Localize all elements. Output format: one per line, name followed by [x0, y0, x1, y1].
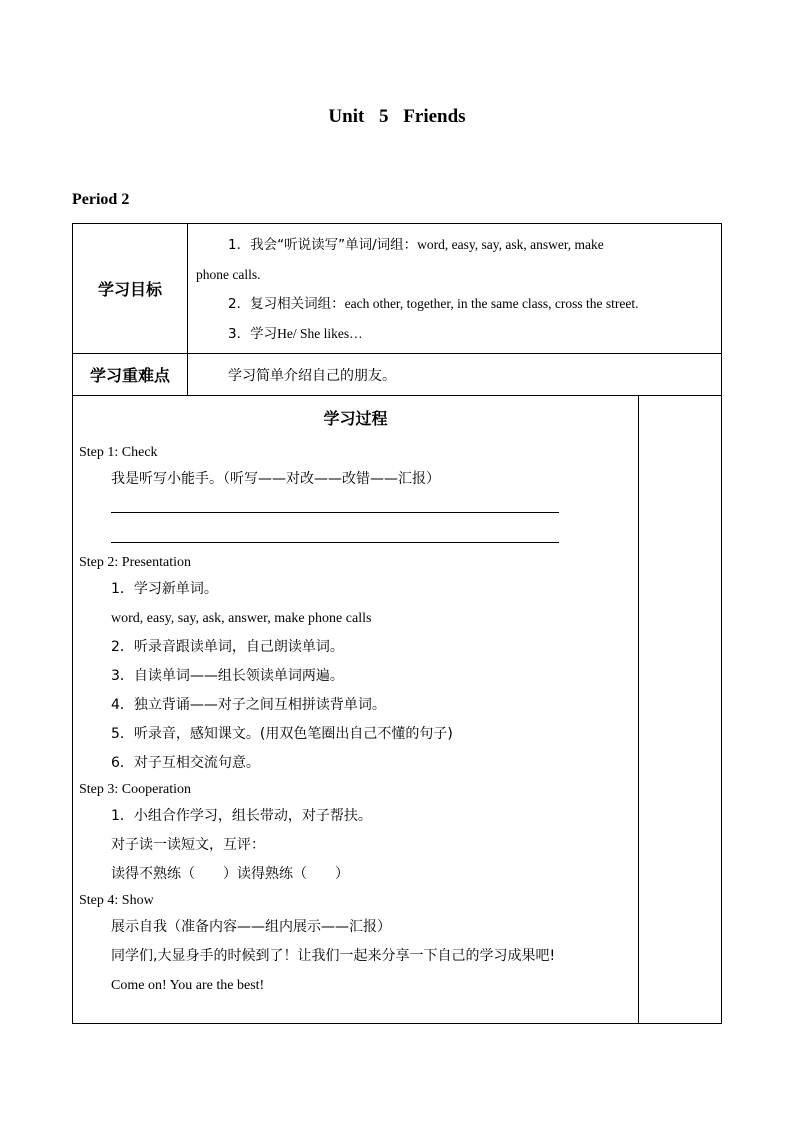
goals-content [188, 224, 722, 354]
goal-line-1 [196, 230, 713, 260]
step-3-item-1: 1．小组合作学习，组长带动，对子帮扶。 [111, 808, 372, 824]
goal-2-en: each other, together, in the same class, cross the street. [344, 296, 639, 311]
step-2-item-6: 6．对子互相交流句意。 [111, 755, 260, 771]
goal-1-en: word, easy, say, ask, answer, make [417, 237, 604, 252]
difficulty-text: 学习简单介绍自己的朋友。 [188, 354, 722, 396]
goal-line-2 [196, 289, 713, 319]
notes-column [639, 396, 722, 1024]
process-title: 学习过程 [323, 409, 388, 428]
step-2-item-4: 4．独立背诵——对子之间互相拼读背单词。 [111, 697, 386, 713]
step-1-text: 我是听写小能手。（听写——对改——改错——汇报） [111, 471, 440, 487]
goal-3-en: He/ She likes… [277, 326, 363, 341]
goal-line-1-cont: phone calls. [196, 267, 261, 282]
goal-3-cn: 3．学习 [228, 326, 278, 342]
period-label: Period 2 [72, 191, 130, 208]
step-1-heading: Step 1: Check [79, 445, 158, 460]
goal-1-cn: 1．我会“听说读写”单词/词组： [228, 237, 418, 253]
step-4-heading: Step 4: Show [79, 893, 154, 908]
step-2-words: word, easy, say, ask, answer, make phone calls [111, 611, 372, 626]
step-2-item-5: 5．听录音，感知课文。(用双色笔圈出自己不懂的句子) [111, 726, 453, 742]
step-4-item-3: Come on! You are the best! [111, 978, 265, 993]
unit-title: Unit 5 Friends [328, 106, 466, 127]
goal-2-cn: 2．复习相关词组： [228, 296, 345, 312]
step-3-heading: Step 3: Cooperation [79, 782, 191, 797]
step-2-item-3: 3．自读单词——组长领读单词两遍。 [111, 668, 344, 684]
step-3-item-2: 对子读一读短文，互评： [111, 837, 265, 853]
step-2-item-1: 1．学习新单词。 [111, 581, 218, 597]
process-cell [73, 396, 639, 1024]
step-4-item-1: 展示自我（准备内容——组内展示——汇报） [111, 919, 391, 935]
step-3-item-3: 读得不熟练（ ）读得熟练（ ） [111, 866, 349, 882]
goals-label: 学习目标 [73, 224, 188, 354]
step-2-heading: Step 2: Presentation [79, 555, 191, 570]
difficulty-label: 学习重难点 [73, 354, 188, 396]
lesson-table [72, 223, 722, 1024]
goal-line-3 [196, 319, 713, 349]
step-2-item-2: 2．听录音跟读单词，自己朗读单词。 [111, 639, 344, 655]
step-4-item-2: 同学们,大显身手的时候到了！让我们一起来分享一下自己的学习成果吧! [111, 948, 556, 964]
